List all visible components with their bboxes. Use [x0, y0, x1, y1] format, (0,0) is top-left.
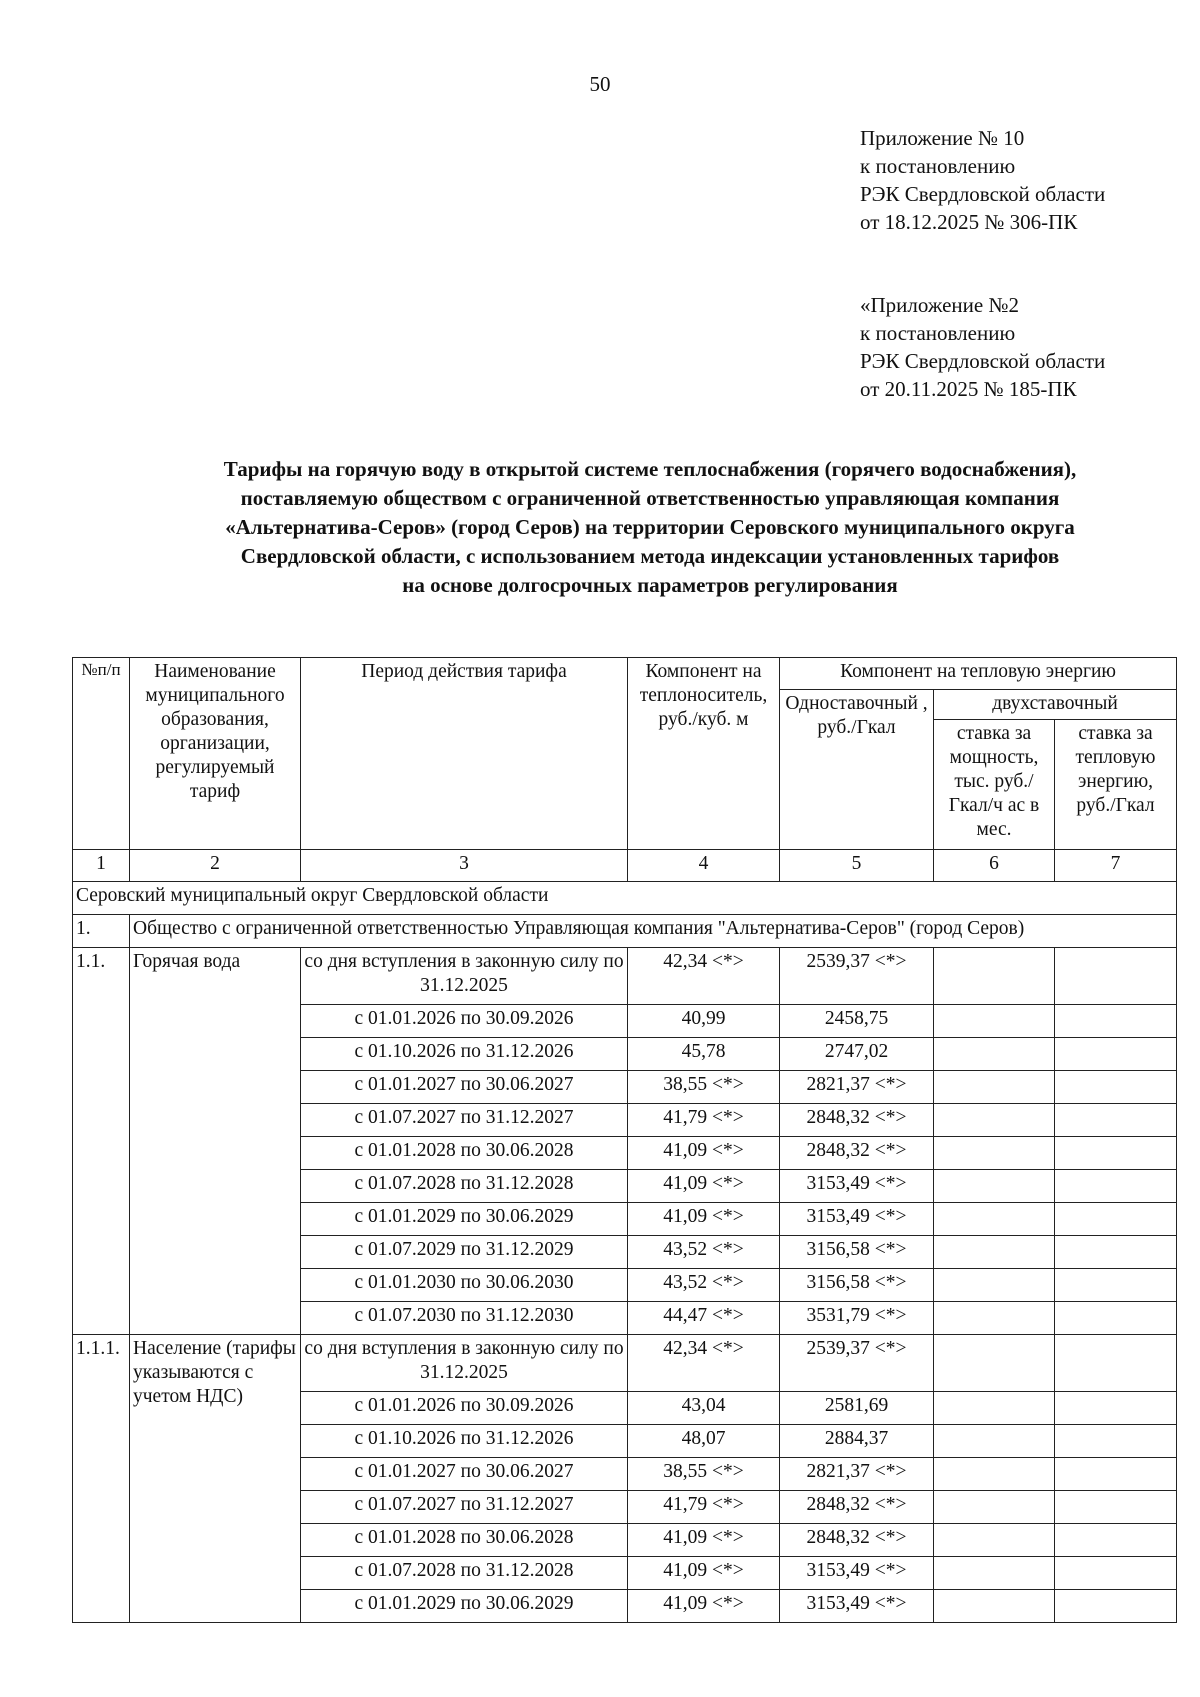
- capacity-rate-cell: [934, 1170, 1055, 1203]
- column-number: 3: [301, 850, 628, 882]
- period-cell: с 01.01.2030 по 30.06.2030: [301, 1269, 628, 1302]
- single-rate-cell: 2539,37 <*>: [780, 1335, 934, 1392]
- appendix-previous-block: [860, 291, 1105, 403]
- group-num: 1.1.: [73, 948, 130, 1335]
- carrier-cell: 41,09 <*>: [628, 1590, 780, 1623]
- energy-rate-cell: [1055, 948, 1177, 1005]
- single-rate-cell: 2539,37 <*>: [780, 948, 934, 1005]
- capacity-rate-cell: [934, 1236, 1055, 1269]
- energy-rate-cell: [1055, 1302, 1177, 1335]
- energy-rate-cell: [1055, 1137, 1177, 1170]
- header-name: Наименование муниципального образования, организации, регулируемый тариф: [130, 658, 301, 850]
- energy-rate-cell: [1055, 1071, 1177, 1104]
- energy-rate-cell: [1055, 1392, 1177, 1425]
- title-line: Свердловской области, с использованием метода индексации установленных тарифов: [240, 544, 1060, 568]
- energy-rate-cell: [1055, 1269, 1177, 1302]
- title-line: на основе долгосрочных параметров регулирования: [402, 573, 898, 597]
- capacity-rate-cell: [934, 1005, 1055, 1038]
- capacity-rate-cell: [934, 1392, 1055, 1425]
- group-name: Горячая вода: [130, 948, 301, 1335]
- header-capacity-rate: ставка за мощность, тыс. руб./Гкал/ч ас в мес.: [934, 720, 1055, 850]
- period-cell: с 01.10.2026 по 31.12.2026: [301, 1038, 628, 1071]
- title-line: поставляемую обществом с ограниченной ответственностью управляющая компания: [240, 486, 1060, 510]
- single-rate-cell: 2848,32 <*>: [780, 1104, 934, 1137]
- single-rate-cell: 2747,02: [780, 1038, 934, 1071]
- single-rate-cell: 2581,69: [780, 1392, 934, 1425]
- single-rate-cell: 3153,49 <*>: [780, 1590, 934, 1623]
- energy-rate-cell: [1055, 1170, 1177, 1203]
- single-rate-cell: 2848,32 <*>: [780, 1524, 934, 1557]
- period-cell: с 01.01.2026 по 30.09.2026: [301, 1392, 628, 1425]
- carrier-cell: 44,47 <*>: [628, 1302, 780, 1335]
- single-rate-cell: 2848,32 <*>: [780, 1491, 934, 1524]
- single-rate-cell: 2821,37 <*>: [780, 1458, 934, 1491]
- header-period: Период действия тарифа: [301, 658, 628, 850]
- org-num: 1.: [73, 915, 130, 948]
- energy-rate-cell: [1055, 1458, 1177, 1491]
- period-cell: с 01.07.2030 по 31.12.2030: [301, 1302, 628, 1335]
- energy-rate-cell: [1055, 1557, 1177, 1590]
- energy-rate-cell: [1055, 1425, 1177, 1458]
- single-rate-cell: 2884,37: [780, 1425, 934, 1458]
- period-cell: с 01.07.2027 по 31.12.2027: [301, 1491, 628, 1524]
- single-rate-cell: 3153,49 <*>: [780, 1203, 934, 1236]
- capacity-rate-cell: [934, 1335, 1055, 1392]
- single-rate-cell: 2848,32 <*>: [780, 1137, 934, 1170]
- carrier-cell: 48,07: [628, 1425, 780, 1458]
- capacity-rate-cell: [934, 1557, 1055, 1590]
- appendix-current-block: [860, 124, 1105, 236]
- group-num: 1.1.1.: [73, 1335, 130, 1623]
- header-two-rate: двухставочный: [934, 690, 1177, 720]
- header-energy-rate: ставка за тепловую энергию, руб./Гкал: [1055, 720, 1177, 850]
- carrier-cell: 43,52 <*>: [628, 1269, 780, 1302]
- capacity-rate-cell: [934, 1491, 1055, 1524]
- capacity-rate-cell: [934, 1269, 1055, 1302]
- appendix-previous-line: «Приложение №2: [860, 293, 1019, 317]
- capacity-rate-cell: [934, 1458, 1055, 1491]
- capacity-rate-cell: [934, 1071, 1055, 1104]
- appendix-current-line: к постановлению: [860, 154, 1016, 178]
- tariff-table: [72, 657, 1177, 1623]
- period-cell: с 01.07.2028 по 31.12.2028: [301, 1557, 628, 1590]
- municipality-row: Серовский муниципальный округ Свердловской области: [73, 882, 1177, 915]
- capacity-rate-cell: [934, 1302, 1055, 1335]
- capacity-rate-cell: [934, 948, 1055, 1005]
- energy-rate-cell: [1055, 1104, 1177, 1137]
- carrier-cell: 41,09 <*>: [628, 1524, 780, 1557]
- tariff-row: [73, 948, 1177, 1005]
- period-cell: с 01.01.2028 по 30.06.2028: [301, 1137, 628, 1170]
- capacity-rate-cell: [934, 1590, 1055, 1623]
- org-name: Общество с ограниченной ответственностью Управляющая компания "Альтернатива-Серов" (город Серов): [130, 915, 1177, 948]
- carrier-cell: 45,78: [628, 1038, 780, 1071]
- energy-rate-cell: [1055, 1491, 1177, 1524]
- appendix-previous-line: от 20.11.2025 № 185-ПК: [860, 377, 1077, 401]
- carrier-cell: 41,79 <*>: [628, 1104, 780, 1137]
- appendix-current-line: от 18.12.2025 № 306-ПК: [860, 210, 1078, 234]
- period-cell: с 01.01.2028 по 30.06.2028: [301, 1524, 628, 1557]
- capacity-rate-cell: [934, 1038, 1055, 1071]
- carrier-cell: 41,79 <*>: [628, 1491, 780, 1524]
- appendix-current-line: РЭК Свердловской области: [860, 182, 1106, 206]
- single-rate-cell: 3531,79 <*>: [780, 1302, 934, 1335]
- header-heat-group: Компонент на тепловую энергию: [780, 658, 1177, 690]
- tariff-row: [73, 1335, 1177, 1392]
- energy-rate-cell: [1055, 1590, 1177, 1623]
- single-rate-cell: 3153,49 <*>: [780, 1557, 934, 1590]
- period-cell: со дня вступления в законную силу по 31.12.2025: [301, 1335, 628, 1392]
- single-rate-cell: 3153,49 <*>: [780, 1170, 934, 1203]
- period-cell: с 01.01.2026 по 30.09.2026: [301, 1005, 628, 1038]
- carrier-cell: 38,55 <*>: [628, 1458, 780, 1491]
- single-rate-cell: 2821,37 <*>: [780, 1071, 934, 1104]
- energy-rate-cell: [1055, 1038, 1177, 1071]
- appendix-current-line: Приложение № 10: [860, 126, 1025, 150]
- column-number: 7: [1055, 850, 1177, 882]
- carrier-cell: 41,09 <*>: [628, 1137, 780, 1170]
- energy-rate-cell: [1055, 1236, 1177, 1269]
- title-line: «Альтернатива-Серов» (город Серов) на территории Серовского муниципального округа: [225, 515, 1075, 539]
- column-number: 5: [780, 850, 934, 882]
- carrier-cell: 41,09 <*>: [628, 1203, 780, 1236]
- period-cell: с 01.10.2026 по 31.12.2026: [301, 1425, 628, 1458]
- carrier-cell: 42,34 <*>: [628, 1335, 780, 1392]
- period-cell: со дня вступления в законную силу по 31.12.2025: [301, 948, 628, 1005]
- appendix-previous-line: к постановлению: [860, 321, 1016, 345]
- energy-rate-cell: [1055, 1203, 1177, 1236]
- capacity-rate-cell: [934, 1137, 1055, 1170]
- period-cell: с 01.01.2029 по 30.06.2029: [301, 1590, 628, 1623]
- carrier-cell: 40,99: [628, 1005, 780, 1038]
- single-rate-cell: 2458,75: [780, 1005, 934, 1038]
- period-cell: с 01.07.2028 по 31.12.2028: [301, 1170, 628, 1203]
- carrier-cell: 41,09 <*>: [628, 1557, 780, 1590]
- column-number: 4: [628, 850, 780, 882]
- capacity-rate-cell: [934, 1104, 1055, 1137]
- carrier-cell: 43,04: [628, 1392, 780, 1425]
- energy-rate-cell: [1055, 1335, 1177, 1392]
- appendix-previous-line: РЭК Свердловской области: [860, 349, 1106, 373]
- group-name: Население (тарифы указываются с учетом НДС): [130, 1335, 301, 1623]
- column-number: 6: [934, 850, 1055, 882]
- carrier-cell: 38,55 <*>: [628, 1071, 780, 1104]
- period-cell: с 01.01.2027 по 30.06.2027: [301, 1458, 628, 1491]
- period-cell: с 01.01.2027 по 30.06.2027: [301, 1071, 628, 1104]
- single-rate-cell: 3156,58 <*>: [780, 1236, 934, 1269]
- carrier-cell: 42,34 <*>: [628, 948, 780, 1005]
- carrier-cell: 43,52 <*>: [628, 1236, 780, 1269]
- header-carrier: Компонент на теплоноситель, руб./куб. м: [628, 658, 780, 850]
- capacity-rate-cell: [934, 1425, 1055, 1458]
- header-single-rate: Одноставочный , руб./Гкал: [780, 690, 934, 850]
- energy-rate-cell: [1055, 1524, 1177, 1557]
- document-title: [100, 455, 1200, 600]
- energy-rate-cell: [1055, 1005, 1177, 1038]
- period-cell: с 01.07.2029 по 31.12.2029: [301, 1236, 628, 1269]
- single-rate-cell: 3156,58 <*>: [780, 1269, 934, 1302]
- column-number: 2: [130, 850, 301, 882]
- header-num: №п/п: [73, 658, 130, 850]
- column-number: 1: [73, 850, 130, 882]
- capacity-rate-cell: [934, 1524, 1055, 1557]
- period-cell: с 01.01.2029 по 30.06.2029: [301, 1203, 628, 1236]
- carrier-cell: 41,09 <*>: [628, 1170, 780, 1203]
- page-number: 50: [589, 72, 611, 96]
- title-line: Тарифы на горячую воду в открытой системе теплоснабжения (горячего водоснабжения),: [223, 457, 1077, 481]
- period-cell: с 01.07.2027 по 31.12.2027: [301, 1104, 628, 1137]
- capacity-rate-cell: [934, 1203, 1055, 1236]
